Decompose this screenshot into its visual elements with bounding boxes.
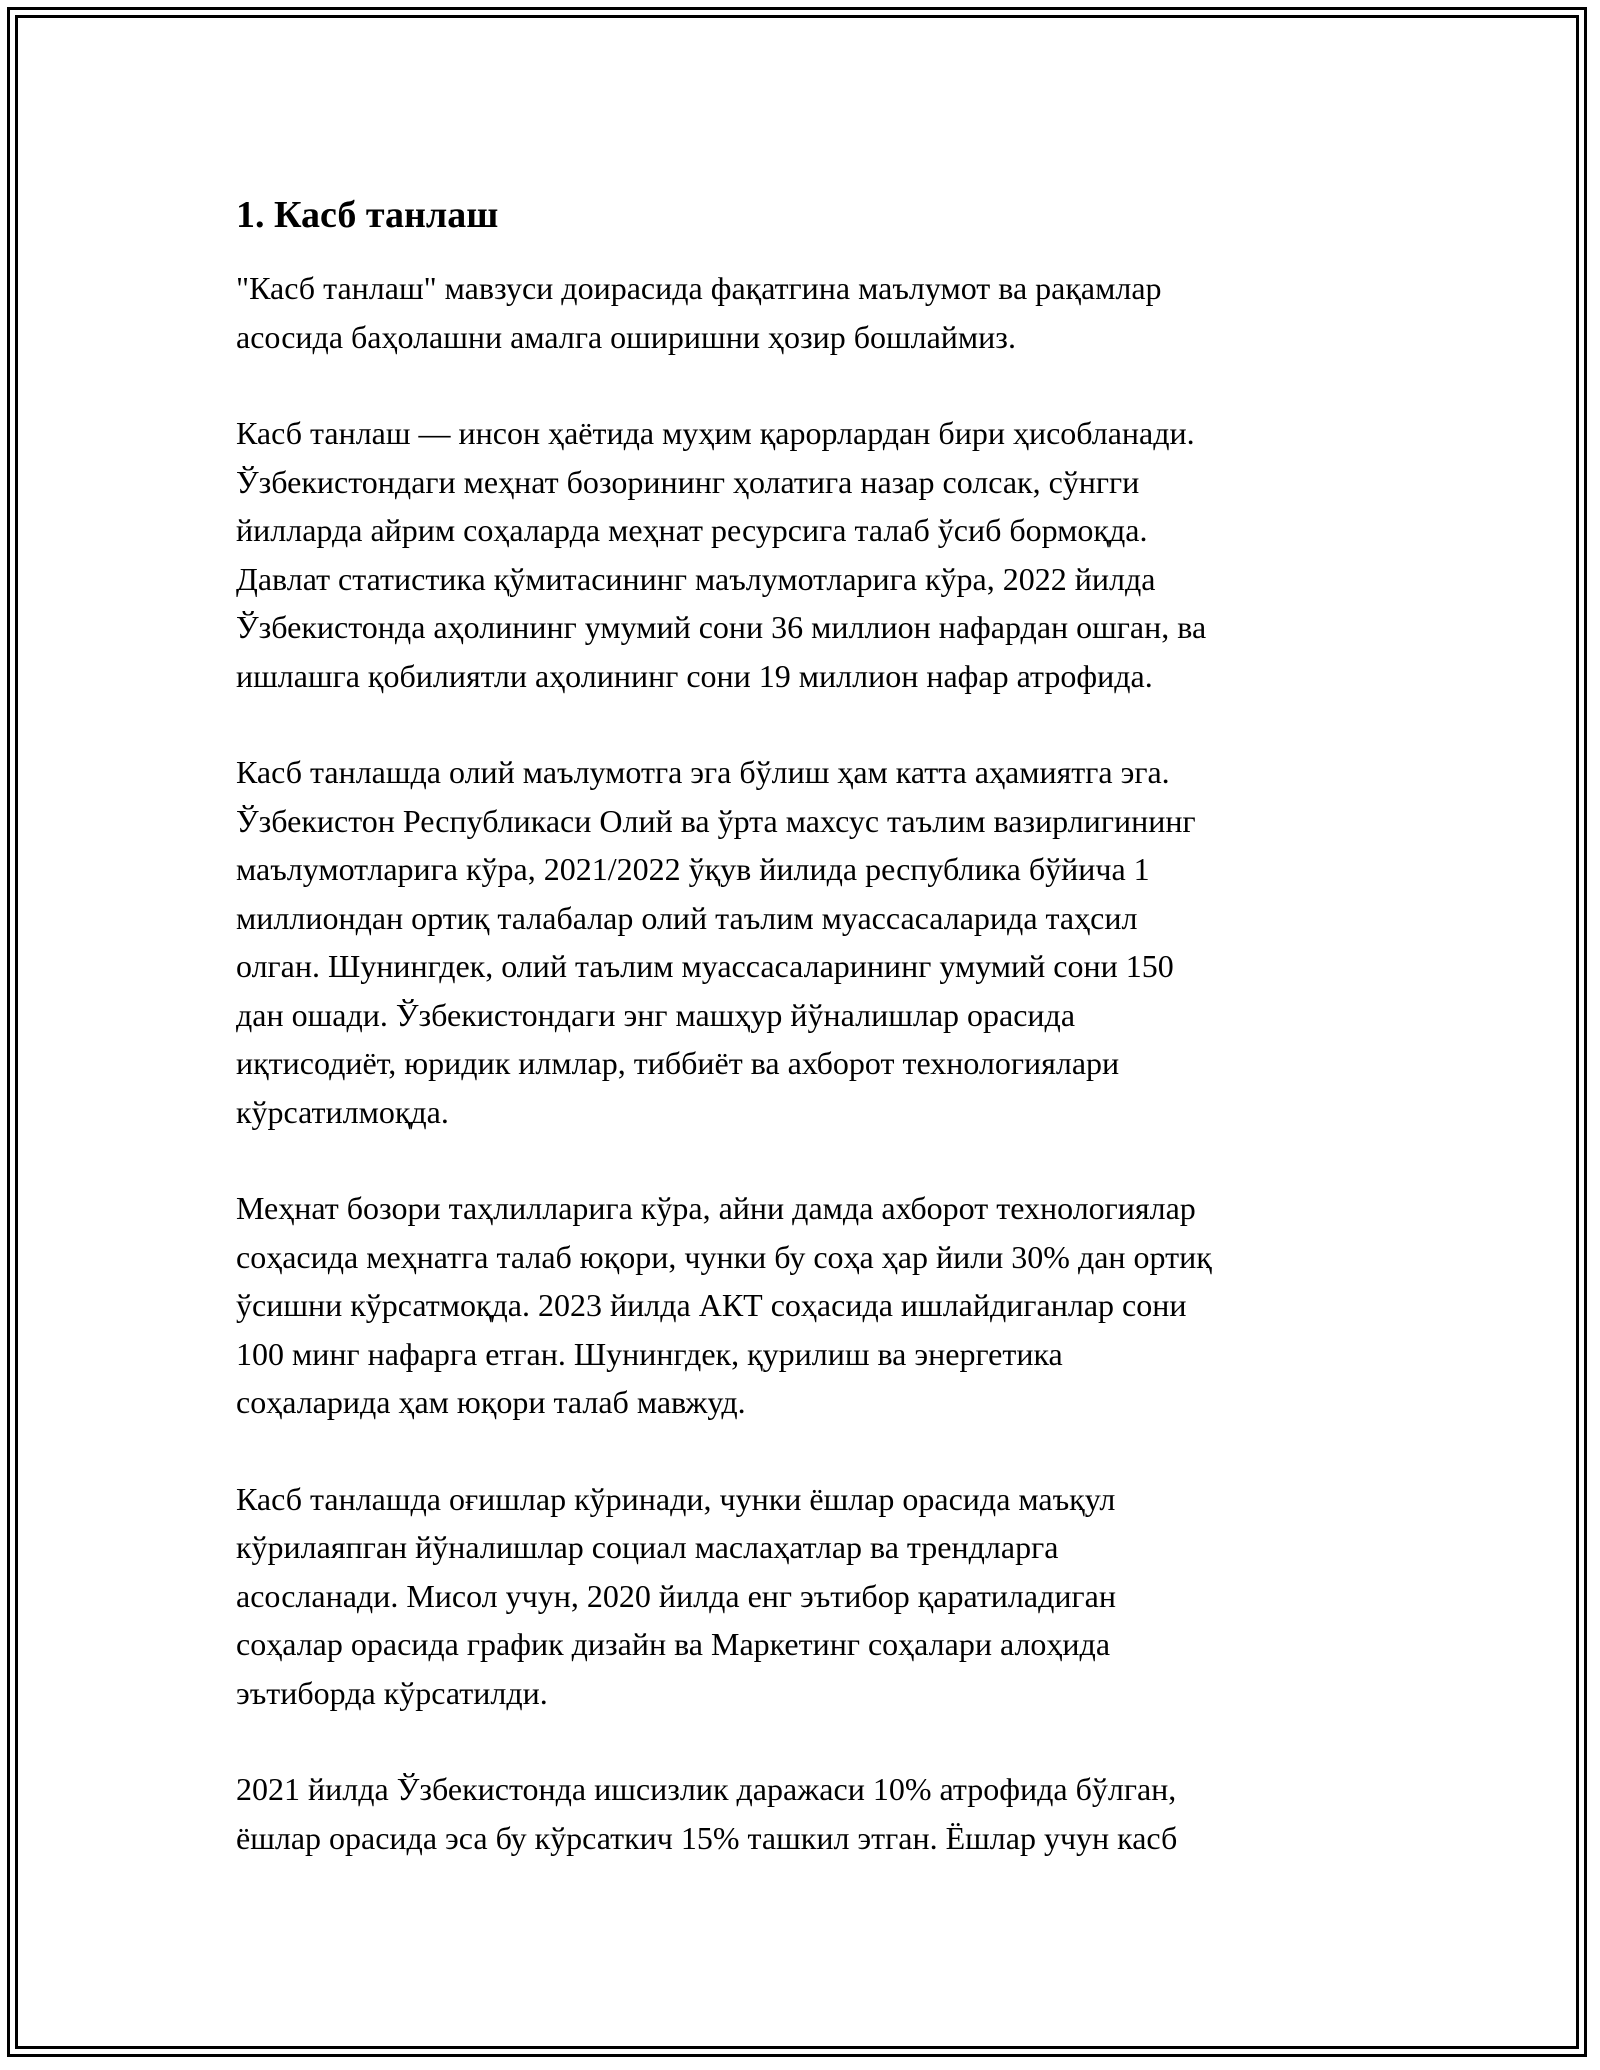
text-line: Давлат статистика қўмитасининг маълумотларига кўра, 2022 йилда	[236, 560, 1156, 597]
text-line: Ўзбекистондаги меҳнат бозорининг ҳолатига назар солсак, сўнгги	[236, 463, 1140, 500]
paragraph-labor-market	[236, 409, 1366, 700]
text-line: кўрилаяпган йўналишлар социал маслаҳатлар ва трендларга	[236, 1529, 1059, 1565]
text-line: Меҳнат бозори таҳлилларига кўра, айни дамда ахборот технологиялар	[236, 1190, 1196, 1226]
text-line: иқтисодиёт, юридик илмлар, тиббиёт ва ахборот технологиялари	[236, 1045, 1120, 1081]
text-line: соҳалар орасида график дизайн ва Маркетинг соҳалари алоҳида	[236, 1626, 1111, 1662]
text-line: соҳаларида ҳам юқори талаб мавжуд.	[236, 1384, 746, 1420]
document-body	[236, 190, 1366, 1910]
paragraph-trends	[236, 1475, 1366, 1718]
text-line: Касб танлашда олий маълумотга эга бўлиш ҳам катта аҳамиятга эга.	[236, 754, 1170, 790]
paragraph-it-demand	[236, 1184, 1366, 1427]
text-line: олган. Шунингдек, олий таълим муассасаларининг умумий сони 150	[236, 948, 1174, 984]
text-line: йилларда айрим соҳаларда меҳнат ресурсига талаб ўсиб бормоқда.	[236, 512, 1148, 548]
text-line: Ўзбекистонда аҳолининг умумий сони 36 миллион нафардан ошган, ва	[236, 609, 1207, 645]
text-line: "Касб танлаш" мавзуси доирасида фақатгина маълумот ва рақамлар	[236, 270, 1162, 306]
paragraph-unemployment	[236, 1765, 1366, 1862]
text-line: соҳасида меҳнатга талаб юқори, чунки бу соҳа ҳар йили 30% дан ортиқ	[236, 1238, 1212, 1275]
section-title: 1. Касб танлаш	[236, 194, 499, 236]
text-line: Ўзбекистон Республикаси Олий ва ўрта махсус таълим вазирлигининг	[236, 802, 1196, 839]
text-line: эътиборда кўрсатилди.	[236, 1674, 548, 1711]
text-line: кўрсатилмоқда.	[236, 1093, 449, 1130]
text-line: асосланади. Мисол учун, 2020 йилда енг эътибор қаратиладиган	[236, 1577, 1116, 1614]
text-line: ишлашга қобилиятли аҳолининг сони 19 миллион нафар атрофида.	[236, 657, 1153, 694]
text-line: миллиондан ортиқ талабалар олий таълим муассасаларида таҳсил	[236, 899, 1138, 936]
text-line: ўсишни кўрсатмоқда. 2023 йилда АКТ соҳасида ишлайдиганлар сони	[236, 1287, 1187, 1323]
text-line: 100 минг нафарга етган. Шунингдек, қурилиш ва энергетика	[236, 1335, 1063, 1372]
text-line: Касб танлашда оғишлар кўринади, чунки ёшлар орасида маъқул	[236, 1480, 1116, 1517]
text-line: Касб танлаш — инсон ҳаётида муҳим қарорлардан бири ҳисобланади.	[236, 415, 1195, 451]
text-line: 2021 йилда Ўзбекистонда ишсизлик даражаси 10% атрофида бўлган,	[236, 1771, 1177, 1807]
paragraph-higher-education	[236, 748, 1366, 1136]
text-line: асосида баҳолашни амалга оширишни ҳозир бошлаймиз.	[236, 318, 1016, 355]
paragraph-intro	[236, 264, 1366, 361]
text-line: дан ошади. Ўзбекистондаги энг машҳур йўналишлар орасида	[236, 996, 1076, 1033]
text-line: маълумотларига кўра, 2021/2022 ўқув йилида республика бўйича 1	[236, 851, 1150, 887]
text-line: ёшлар орасида эса бу кўрсаткич 15% ташкил этган. Ёшлар учун касб	[236, 1819, 1178, 1856]
